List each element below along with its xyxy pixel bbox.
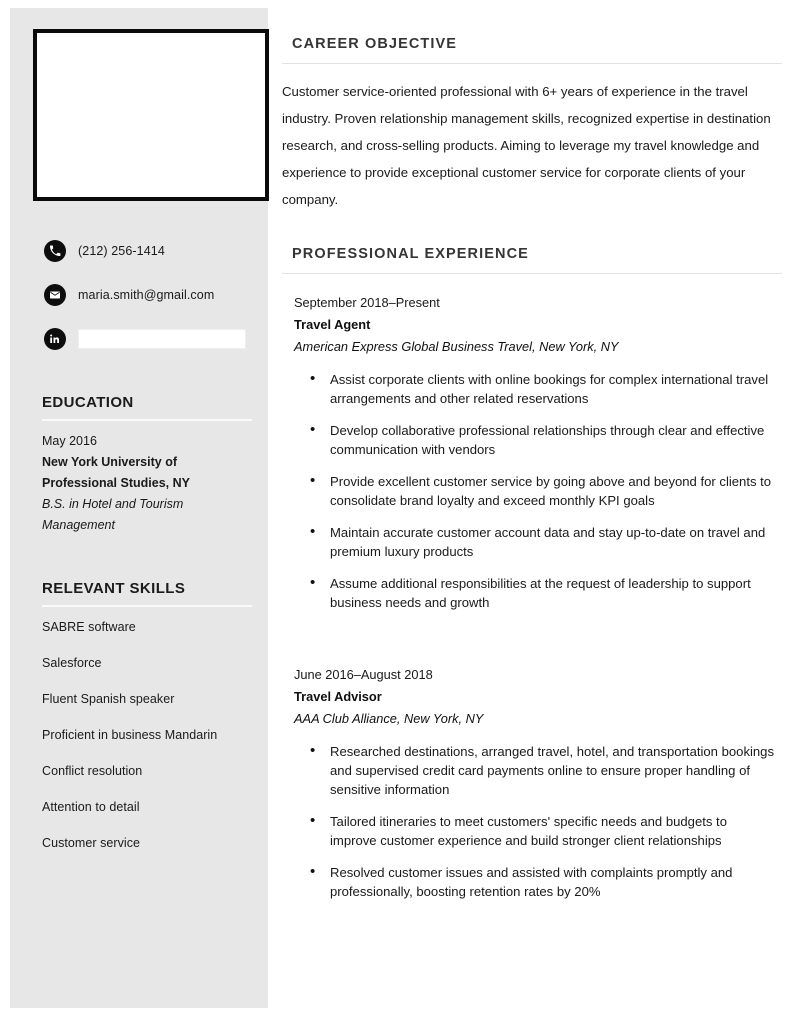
phone-icon [44,240,66,262]
education-degree-line2: Management [42,518,115,532]
education-school-line1: New York University of [42,455,177,469]
list-item: • Provide excellent customer service by going above and beyond for clients to consolidate brand loyalty and exceed monthly KPI goals [330,472,782,510]
experience-entry [282,664,782,901]
career-objective-heading: CAREER OBJECTIVE [292,36,458,52]
list-item: • Tailored itineraries to meet customers' specific needs and budgets to improve customer experience and build stronger client relationships [330,812,782,850]
job-date: June 2016–August 2018 [294,667,433,682]
linkedin-icon [44,328,66,350]
linkedin-input[interactable] [78,329,246,349]
contact-row-email[interactable] [10,280,268,310]
email-address: maria.smith@gmail.com [78,288,215,302]
skills-list [10,607,268,851]
list-item: Customer service [42,836,141,850]
job-bullet-list [294,370,782,612]
list-item: Fluent Spanish speaker [42,692,175,706]
list-item: Conflict resolution [42,764,143,778]
experience-entry [282,292,782,612]
job-title: Travel Advisor [294,689,382,704]
career-objective-section [282,36,782,213]
skills-heading: RELEVANT SKILLS [42,580,186,597]
list-item: • Assume additional responsibilities at the request of leadership to support business needs and growth [330,574,782,612]
list-item: • Researched destinations, arranged travel, hotel, and transportation bookings and supervised credit card payments online to ensure proper handling of sensitive information [330,742,782,799]
job-title: Travel Agent [294,317,371,332]
envelope-icon [44,284,66,306]
career-objective-text: Customer service-oriented professional with 6+ years of experience in the travel industry. Proven relationship management skills, recognized expertise in destination research, and cross-selling products. Aiming to leverage my travel knowledge and experience to provide exceptional customer service for corporate clients of your company. [282,84,771,207]
education-degree-line1: B.S. in Hotel and Tourism [42,497,184,511]
sidebar [10,8,268,1008]
education-entry [10,421,268,536]
job-date: September 2018–Present [294,295,440,310]
phone-number: (212) 256-1414 [78,244,165,258]
contact-row-phone[interactable] [10,236,268,266]
career-objective-divider [282,63,782,64]
main-column [282,36,782,914]
list-item: • Assist corporate clients with online bookings for complex international travel arrangements and other related reservations [330,370,782,408]
professional-experience-divider [282,273,782,274]
education-date: May 2016 [42,434,97,448]
list-item: • Develop collaborative professional relationships through clear and effective communication with vendors [330,421,782,459]
job-bullet-list [294,742,782,901]
contact-list [10,236,268,368]
contact-row-linkedin[interactable] [10,324,268,354]
education-heading: EDUCATION [42,394,134,411]
list-item: Salesforce [42,656,102,670]
professional-experience-section [282,246,782,901]
job-company: AAA Club Alliance, New York, NY [294,711,484,726]
photo-placeholder[interactable] [33,29,269,201]
list-item: Proficient in business Mandarin [42,728,218,742]
list-item: SABRE software [42,620,136,634]
education-school-line2: Professional Studies, NY [42,476,190,490]
list-item: • Resolved customer issues and assisted with complaints promptly and professionally, boosting retention rates by 20% [330,863,782,901]
education-section [10,394,268,536]
skills-section [10,580,268,871]
professional-experience-heading: PROFESSIONAL EXPERIENCE [292,246,529,262]
list-item: Attention to detail [42,800,140,814]
list-item: • Maintain accurate customer account data and stay up-to-date on travel and premium luxury products [330,523,782,561]
job-company: American Express Global Business Travel, New York, NY [294,339,619,354]
